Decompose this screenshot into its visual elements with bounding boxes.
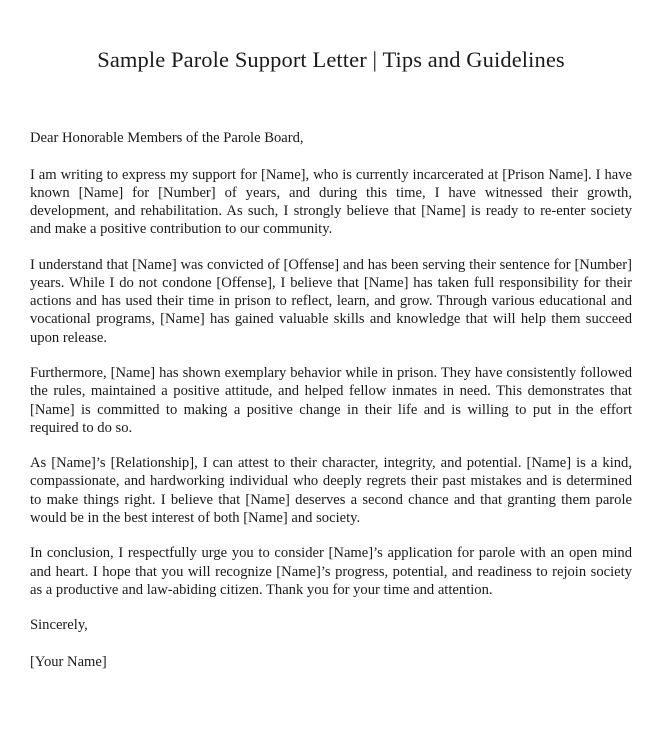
letter-body [30,129,632,671]
salutation: Dear Honorable Members of the Parole Board, [30,130,304,146]
signature: [Your Name] [30,653,107,670]
paragraph-behavior: Furthermore, [Name] has shown exemplary behavior while in prison. They have consistently followed the rules, maintained a positive attitude, and helped fellow inmates in need. This demonstrates that [Name] is committed to making a positive change in their life and is willing to put in the effort required to do so. [30,365,632,436]
document-title: Sample Parole Support Letter | Tips and Guidelines [97,47,565,72]
paragraph-character: As [Name]’s [Relationship], I can attest to their character, integrity, and potential. [Name] is a kind, compassionate, and hardworking individual who deeply regrets their past mistakes and is determined to make things right. I believe that [Name] deserves a second chance and that granting them parole would be in the best interest of both [Name] and society. [30,455,632,526]
paragraph-support-intro: I am writing to express my support for [Name], who is currently incarcerated at [Prison Name]. I have known [Name] for [Number] of years, and during this time, I have witnessed their growth, development, and rehabilitation. As such, I strongly believe that [Name] is ready to re-enter society and make a positive contribution to our community. [30,166,632,238]
closing: Sincerely, [30,617,88,634]
paragraph-offense-growth: I understand that [Name] was convicted of [Offense] and has been serving their sentence for [Number] years. While I do not condone [Offense], I believe that [Name] has taken full responsibility for their actions and has used their time in prison to reflect, learn, and grow. Through various educational and vocational programs, [Name] has gained valuable skills and knowledge that will help them succeed upon release. [30,256,632,346]
paragraph-conclusion: In conclusion, I respectfully urge you to consider [Name]’s application for parole with an open mind and heart. I hope that you will recognize [Name]’s progress, potential, and readiness to rejoin society as a productive and law-abiding citizen. Thank you for your time and attention. [30,545,632,598]
